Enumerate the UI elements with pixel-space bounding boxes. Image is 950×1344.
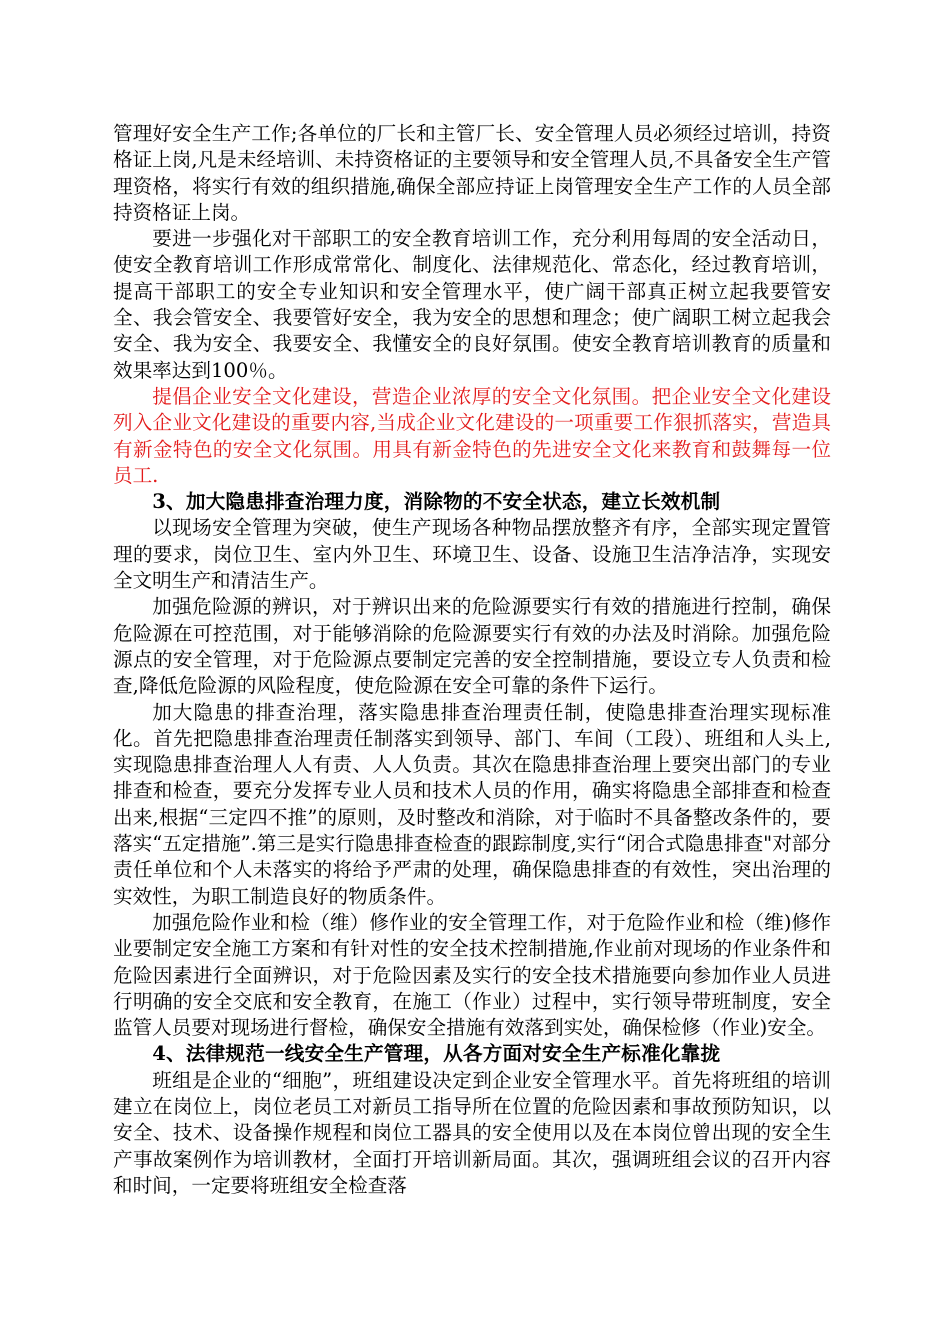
paragraph-safety-training: 要进一步强化对干部职工的安全教育培训工作，充分利用每周的安全活动日，使安全教育培训工作形成常常化、制度化、法律规范化、常态化，经过教育培训，提高干部职工的安全专业知识和安全管理水平，使广阔干部真正树立起我要管安全、我会管安全、我要管好安全，我为安全的思想和理念；使广阔职工树立起我会安全、我为安全、我要安全、我懂安全的良好氛围。使安全教育培训教育的质量和效果率达到100％。 [113,227,831,382]
section-heading-4: 4、法律规范一线安全生产管理，从各方面对安全生产标准化靠拢 [152,1042,721,1066]
paragraph-site-management: 以现场安全管理为突破，使生产现场各种物品摆放整齐有序，全部实现定置管理的要求，岗位卫生、室内外卫生、环境卫生、设备、设施卫生洁净洁净，实现安全文明生产和清洁生产。 [113,516,831,593]
paragraph-continuation: 管理好安全生产工作;各单位的厂长和主管厂长、安全管理人员必须经过培训，持资格证上岗,凡是未经培训、未持资格证的主要领导和安全管理人员,不具备安全生产管理资格，将实行有效的组织措施,确保全部应持证上岗管理安全生产工作的人员全部持资格证上岗。 [113,122,831,224]
paragraph-team-building: 班组是企业的“细胞”，班组建设决定到企业安全管理水平。首先将班组的培训建立在岗位上，岗位老员工对新员工指导所在位置的危险因素和事故预防知识，以安全、技术、设备操作规程和岗位工器具的安全使用以及在本岗位曾出现的安全生产事故案例作为培训教材，全面打开培训新局面。其次，强调班组会议的召开内容和时间，一定要将班组安全检查落 [113,1068,831,1197]
paragraph-hazard-investigation: 加大隐患的排查治理，落实隐患排查治理责任制，使隐患排查治理实现标准化。首先把隐患排查治理责任制落实到领导、部门、车间（工段）、班组和人头上,实现隐患排查治理人人有责、人人负责。其次在隐患排查治理上要突出部门的专业排查和检查，要充分发挥专业人员和技术人员的作用，确实将隐患全部排查和检查出来,根据“三定四不推”的原则，及时整改和消除，对于临时不具备整改条件的，要落实“五定措施”.第三是实行隐患排查检查的跟踪制度,实行“闭合式隐患排查"对部分责任单位和个人未落实的将给予严肃的处理，确保隐患排查的有效性，突出治理的实效性，为职工制造良好的物质条件。 [113,700,831,908]
section-heading-3: 3、加大隐患排查治理力度，消除物的不安全状态，建立长效机制 [152,490,721,514]
paragraph-safety-culture: 提倡企业安全文化建设，营造企业浓厚的安全文化氛围。把企业安全文化建设列入企业文化建设的重要内容,当成企业文化建设的一项重要工作狠抓落实，营造具有新金特色的安全文化氛围。用具有新金特色的先进安全文化来教育和鼓舞每一位员工. [113,384,831,487]
paragraph-dangerous-work: 加强危险作业和检（维）修作业的安全管理工作，对于危险作业和检（维)修作业要制定安全施工方案和有针对性的安全技术控制措施,作业前对现场的作业条件和危险因素进行全面辨识，对于危险因素及实行的安全技术措施要向参加作业人员进行明确的安全交底和安全教育，在施工（作业）过程中，实行领导带班制度，安全监管人员要对现场进行督检，确保安全措施有效落到实处，确保检修（作业)安全。 [113,910,831,1040]
paragraph-hazard-identification: 加强危险源的辨识，对于辨识出来的危险源要实行有效的措施进行控制，确保危险源在可控范围，对于能够消除的危险源要实行有效的办法及时消除。加强危险源点的安全管理，对于危险源点要制定完善的安全控制措施，要设立专人负责和检查,降低危险源的风险程度，使危险源在安全可靠的条件下运行。 [113,595,831,698]
document-body [113,121,831,1199]
